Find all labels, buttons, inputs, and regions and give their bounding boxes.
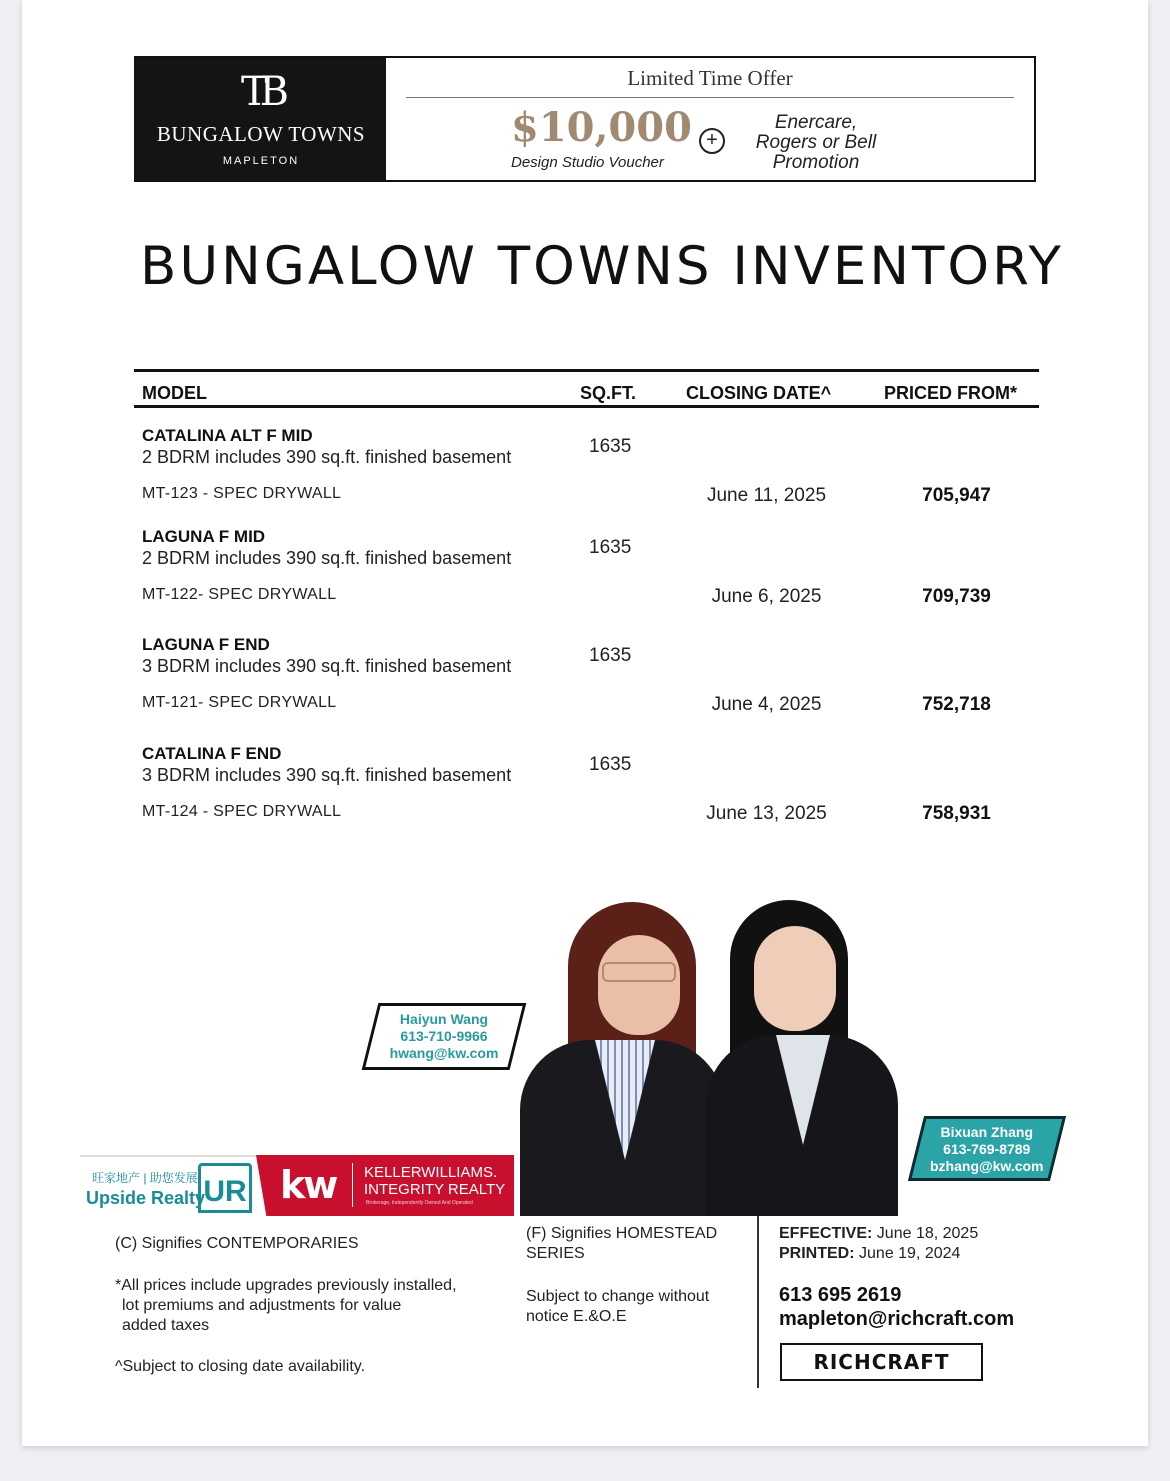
agent-name: Haiyun Wang (399, 1011, 489, 1027)
table-row (134, 527, 1039, 627)
lot-number: MT-123 - SPEC DRYWALL (142, 485, 342, 502)
effective-label: EFFECTIVE: (779, 1225, 873, 1242)
agent-email[interactable]: bzhang@kw.com (930, 1158, 1044, 1174)
column-divider (658, 372, 660, 405)
printed-label: PRINTED: (779, 1245, 855, 1262)
page-title: BUNGALOW TOWNS INVENTORY (140, 236, 1064, 297)
agent-email[interactable]: hwang@kw.com (389, 1045, 499, 1061)
disclaimer-line: added taxes (122, 1317, 210, 1334)
subject-to-change-note: Subject to change without notice E.&O.E (526, 1288, 710, 1325)
agent-face (598, 935, 680, 1035)
kw-brokerage-name (364, 1164, 505, 1198)
closing-date: June 11, 2025 (706, 485, 827, 506)
voucher-amount: $10,000 (511, 104, 692, 151)
table-row (134, 744, 1039, 844)
agent-card-haiyun (362, 1003, 527, 1070)
agent-face (754, 926, 836, 1031)
dates-block (779, 1224, 978, 1264)
closing-note: ^Subject to closing date availability. (115, 1358, 366, 1375)
closing-date: June 4, 2025 (711, 694, 822, 715)
offer-block (386, 58, 1034, 180)
model-description: 3 BDRM includes 390 sq.ft. finished basement (142, 656, 512, 676)
upside-chinese-tagline: 旺家地产 | 助您发展 (92, 1171, 198, 1185)
model-description: 2 BDRM includes 390 sq.ft. finished basement (142, 548, 512, 568)
printed-date: June 19, 2024 (859, 1245, 961, 1262)
ur-house-icon: UR (198, 1163, 252, 1213)
agent-card-bixuan (908, 1116, 1066, 1181)
lot-number: MT-124 - SPEC DRYWALL (142, 803, 342, 820)
homestead-note: (F) Signifies HOMESTEAD SERIES (526, 1225, 718, 1262)
kw-tagline: Brokerage, Independently Owned And Operated (366, 1200, 473, 1206)
column-divider (566, 372, 568, 405)
square-footage: 1635 (589, 537, 632, 558)
effective-date: June 18, 2025 (876, 1225, 979, 1242)
model-name: LAGUNA F END (142, 635, 270, 654)
footer-divider (757, 1216, 759, 1388)
brand-location: MAPLETON (222, 154, 300, 167)
header-closing-date: CLOSING DATE^ (686, 383, 832, 403)
model-description: 3 BDRM includes 390 sq.ft. finished basement (142, 765, 512, 785)
kw-name-line: KELLERWILLIAMS. (364, 1164, 498, 1181)
table-row (134, 635, 1039, 735)
glasses-icon (602, 962, 676, 982)
closing-date: June 6, 2025 (711, 586, 822, 607)
plus-icon: + (699, 128, 725, 154)
promo-line: Enercare, (774, 112, 858, 133)
header-sqft: SQ.FT. (580, 383, 637, 403)
brand-name: BUNGALOW TOWNS (156, 121, 366, 146)
header-priced-from: PRICED FROM* (884, 383, 1018, 403)
prices-disclaimer (115, 1276, 515, 1336)
price: 705,947 (922, 485, 991, 506)
lot-number: MT-121- SPEC DRYWALL (142, 694, 337, 711)
model-description: 2 BDRM includes 390 sq.ft. finished basement (142, 447, 512, 467)
table-row (134, 426, 1039, 526)
promo-line: Rogers or Bell (755, 132, 877, 153)
agent-phone[interactable]: 613-710-9966 (400, 1028, 488, 1044)
model-name: CATALINA F END (142, 744, 282, 763)
price: 709,739 (922, 586, 991, 607)
square-footage: 1635 (589, 754, 632, 775)
contact-phone[interactable]: 613 695 2619 (779, 1284, 902, 1306)
disclaimer-line: *All prices include upgrades previously installed, (115, 1277, 457, 1294)
promo-text (746, 113, 886, 173)
kw-divider (352, 1163, 353, 1207)
kw-name-line: INTEGRITY REALTY (364, 1181, 506, 1198)
header-model: MODEL (142, 383, 207, 403)
disclaimer-line: lot premiums and adjustments for value (122, 1297, 402, 1314)
model-name: LAGUNA F MID (142, 527, 266, 546)
price: 752,718 (922, 694, 991, 715)
kw-logo: kw (280, 1163, 337, 1207)
square-footage: 1635 (589, 436, 632, 457)
lot-number: MT-122- SPEC DRYWALL (142, 586, 337, 603)
upside-name: Upside Realty (86, 1188, 206, 1208)
closing-date: June 13, 2025 (706, 803, 827, 824)
voucher-label: Design Studio Voucher (511, 154, 664, 171)
offer-banner (134, 56, 1036, 182)
agent-phone[interactable]: 613-769-8789 (943, 1141, 1031, 1157)
brand-block (136, 58, 386, 180)
inventory-table (134, 369, 1039, 824)
table-header (134, 369, 1039, 408)
contemporaries-note: (C) Signifies CONTEMPORARIES (115, 1235, 359, 1252)
agent-name: Bixuan Zhang (940, 1124, 1034, 1140)
promo-line: Promotion (772, 152, 860, 173)
contact-email[interactable]: mapleton@richcraft.com (779, 1308, 1015, 1330)
column-divider (874, 372, 876, 405)
richcraft-logo: RICHCRAFT (780, 1343, 983, 1381)
square-footage: 1635 (589, 645, 632, 666)
model-name: CATALINA ALT F MID (142, 426, 313, 445)
brand-monogram-logo: TB (240, 68, 282, 115)
price: 758,931 (922, 803, 991, 824)
offer-title: Limited Time Offer (406, 66, 1014, 98)
